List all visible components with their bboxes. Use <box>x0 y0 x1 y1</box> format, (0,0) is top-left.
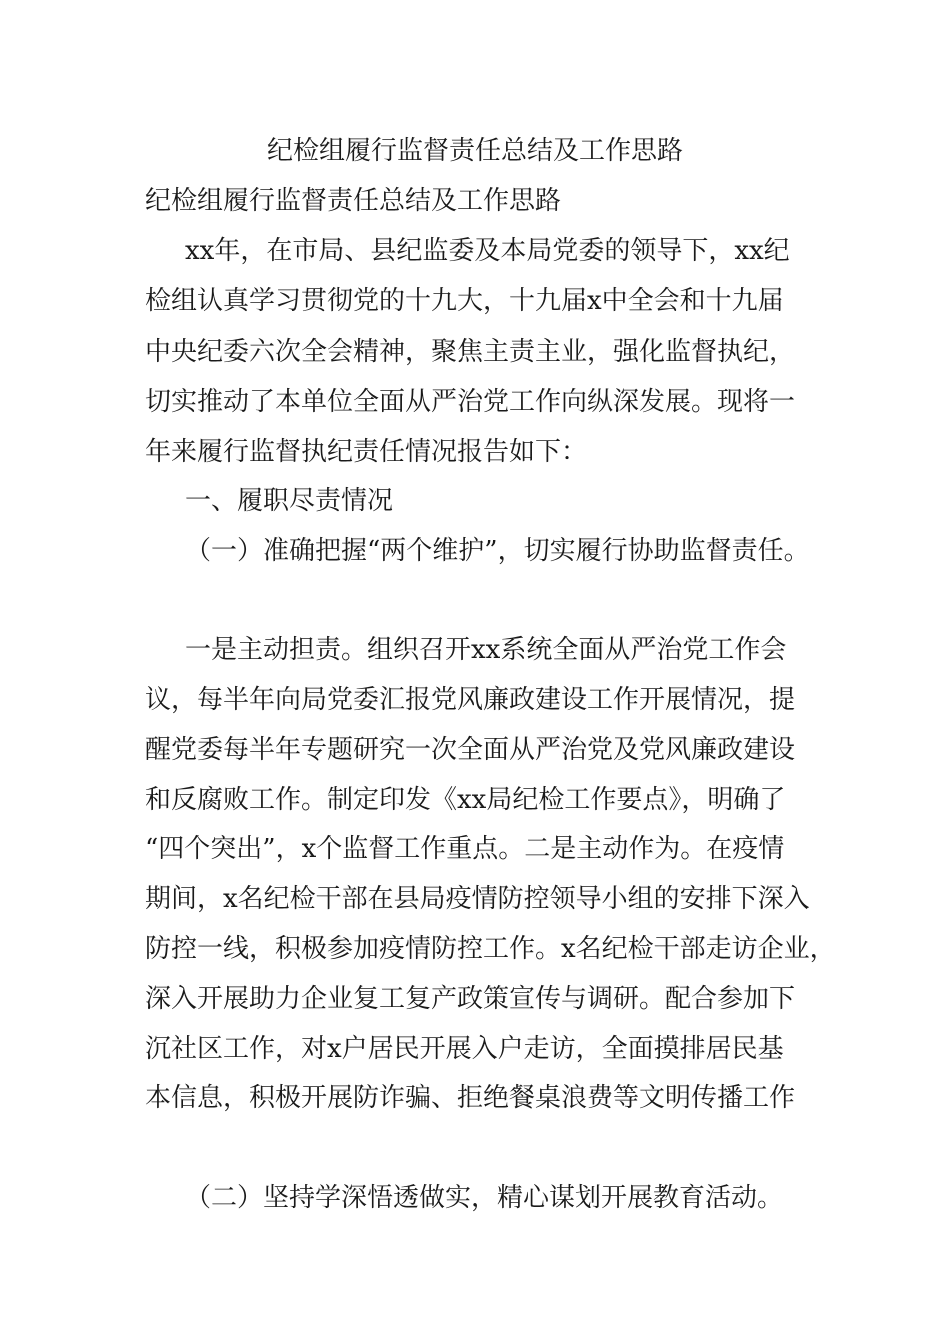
body-line: 醒党委每半年专题研究一次全面从严治党及党风廉政建设 <box>145 735 796 765</box>
body-line: 深入开展助力企业复工复产政策宣传与调研。配合参加下 <box>145 984 796 1014</box>
document-subtitle: 纪检组履行监督责任总结及工作思路 <box>145 186 562 216</box>
intro-line: 年来履行监督执纪责任情况报告如下： <box>145 437 588 467</box>
document-title: 纪检组履行监督责任总结及工作思路 <box>266 136 683 166</box>
body-line: “四个突出”，x个监督工作重点。二是主动作为。在疫情 <box>145 834 785 864</box>
body-line: 沉社区工作，对x户居民开展入户走访，全面摸排居民基 <box>145 1034 784 1064</box>
intro-line: xx年，在市局、县纪监委及本局党委的领导下，xx纪 <box>185 236 790 266</box>
body-line: 和反腐败工作。制定印发《xx局纪检工作要点》，明确了 <box>145 785 786 815</box>
intro-line: 检组认真学习贯彻党的十九大，十九届x中全会和十九届 <box>145 286 784 316</box>
section-heading: 一、履职尽责情况 <box>185 486 394 516</box>
body-line: 防控一线，积极参加疫情防控工作。x名纪检干部走访企业， <box>145 934 836 964</box>
body-line: 一是主动担责。组织召开xx系统全面从严治党工作会 <box>185 635 787 665</box>
body-line: 议，每半年向局党委汇报党风廉政建设工作开展情况，提 <box>145 685 796 715</box>
intro-line: 中央纪委六次全会精神，聚焦主责主业，强化监督执纪， <box>145 337 796 367</box>
body-line: 本信息，积极开展防诈骗、拒绝餐桌浪费等文明传播工作 <box>145 1083 796 1113</box>
body-line: 期间，x名纪检干部在县局疫情防控领导小组的安排下深入 <box>145 884 810 914</box>
subsection-heading: （一）准确把握“两个维护”，切实履行协助监督责任。 <box>185 536 810 566</box>
subsection-heading: （二）坚持学深悟透做实，精心谋划开展教育活动。 <box>185 1183 784 1213</box>
intro-line: 切实推动了本单位全面从严治党工作向纵深发展。现将一 <box>145 387 796 417</box>
